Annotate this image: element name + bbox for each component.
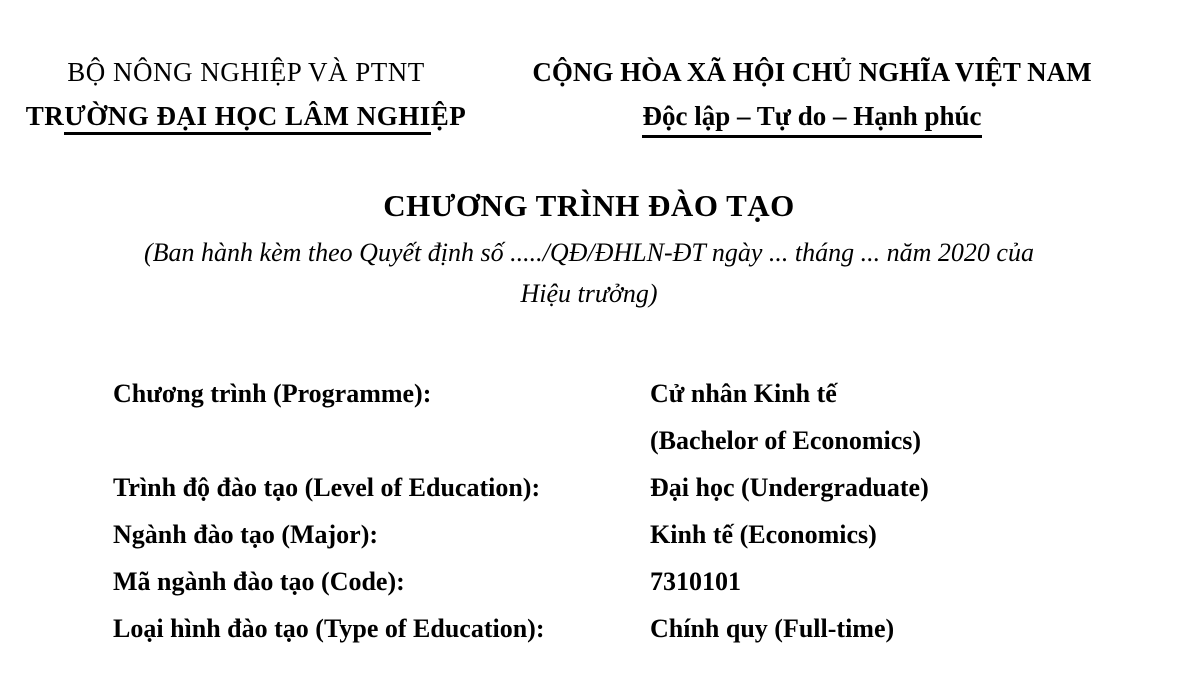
national-motto-line xyxy=(492,94,1132,138)
ministry-name: BỘ NÔNG NGHIỆP VÀ PTNT xyxy=(67,57,425,87)
info-row-level xyxy=(113,464,1138,511)
level-label: Trình độ đào tạo (Level of Education): xyxy=(113,473,541,502)
info-row-programme xyxy=(113,370,1138,464)
issuance-note xyxy=(0,232,1178,314)
national-motto: Độc lập – Tự do – Hạnh phúc xyxy=(642,98,981,138)
type-label: Loại hình đào tạo (Type of Education): xyxy=(113,614,545,643)
info-row-code xyxy=(113,558,1138,605)
code-value: 7310101 xyxy=(650,567,741,596)
country-title: CỘNG HÒA XÃ HỘI CHỦ NGHĨA VIỆT NAM xyxy=(532,57,1092,87)
level-value: Đại học (Undergraduate) xyxy=(650,473,929,502)
programme-label: Chương trình (Programme): xyxy=(113,379,432,408)
programme-value xyxy=(650,370,921,464)
national-header-block xyxy=(492,50,1132,138)
university-name-prefix: TR xyxy=(25,101,65,131)
program-info-list xyxy=(113,370,1138,652)
info-row-type xyxy=(113,605,1138,652)
type-value: Chính quy (Full-time) xyxy=(650,614,895,643)
programme-value-line1: Cử nhân Kinh tế xyxy=(650,379,837,408)
major-value: Kinh tế (Economics) xyxy=(650,520,877,549)
document-header xyxy=(0,0,1178,138)
document-title: CHƯƠNG TRÌNH ĐÀO TẠO xyxy=(383,188,795,223)
university-name xyxy=(20,94,472,138)
major-label: Ngành đào tạo (Major): xyxy=(113,520,379,549)
issuance-note-line1: (Ban hành kèm theo Quyết định số ...../QĐ/ĐHLN-ĐT ngày ... tháng ... năm 2020 của xyxy=(144,238,1034,267)
code-label: Mã ngành đào tạo (Code): xyxy=(113,567,405,596)
university-name-underlined: ƯỜNG ĐẠI HỌC LÂM NGHI xyxy=(64,101,431,135)
programme-value-line2: (Bachelor of Economics) xyxy=(650,426,922,455)
university-name-suffix: ỆP xyxy=(430,101,467,131)
issuance-note-line2: Hiệu trưởng) xyxy=(520,279,658,308)
issuing-organization-block xyxy=(20,50,472,138)
info-row-major xyxy=(113,511,1138,558)
